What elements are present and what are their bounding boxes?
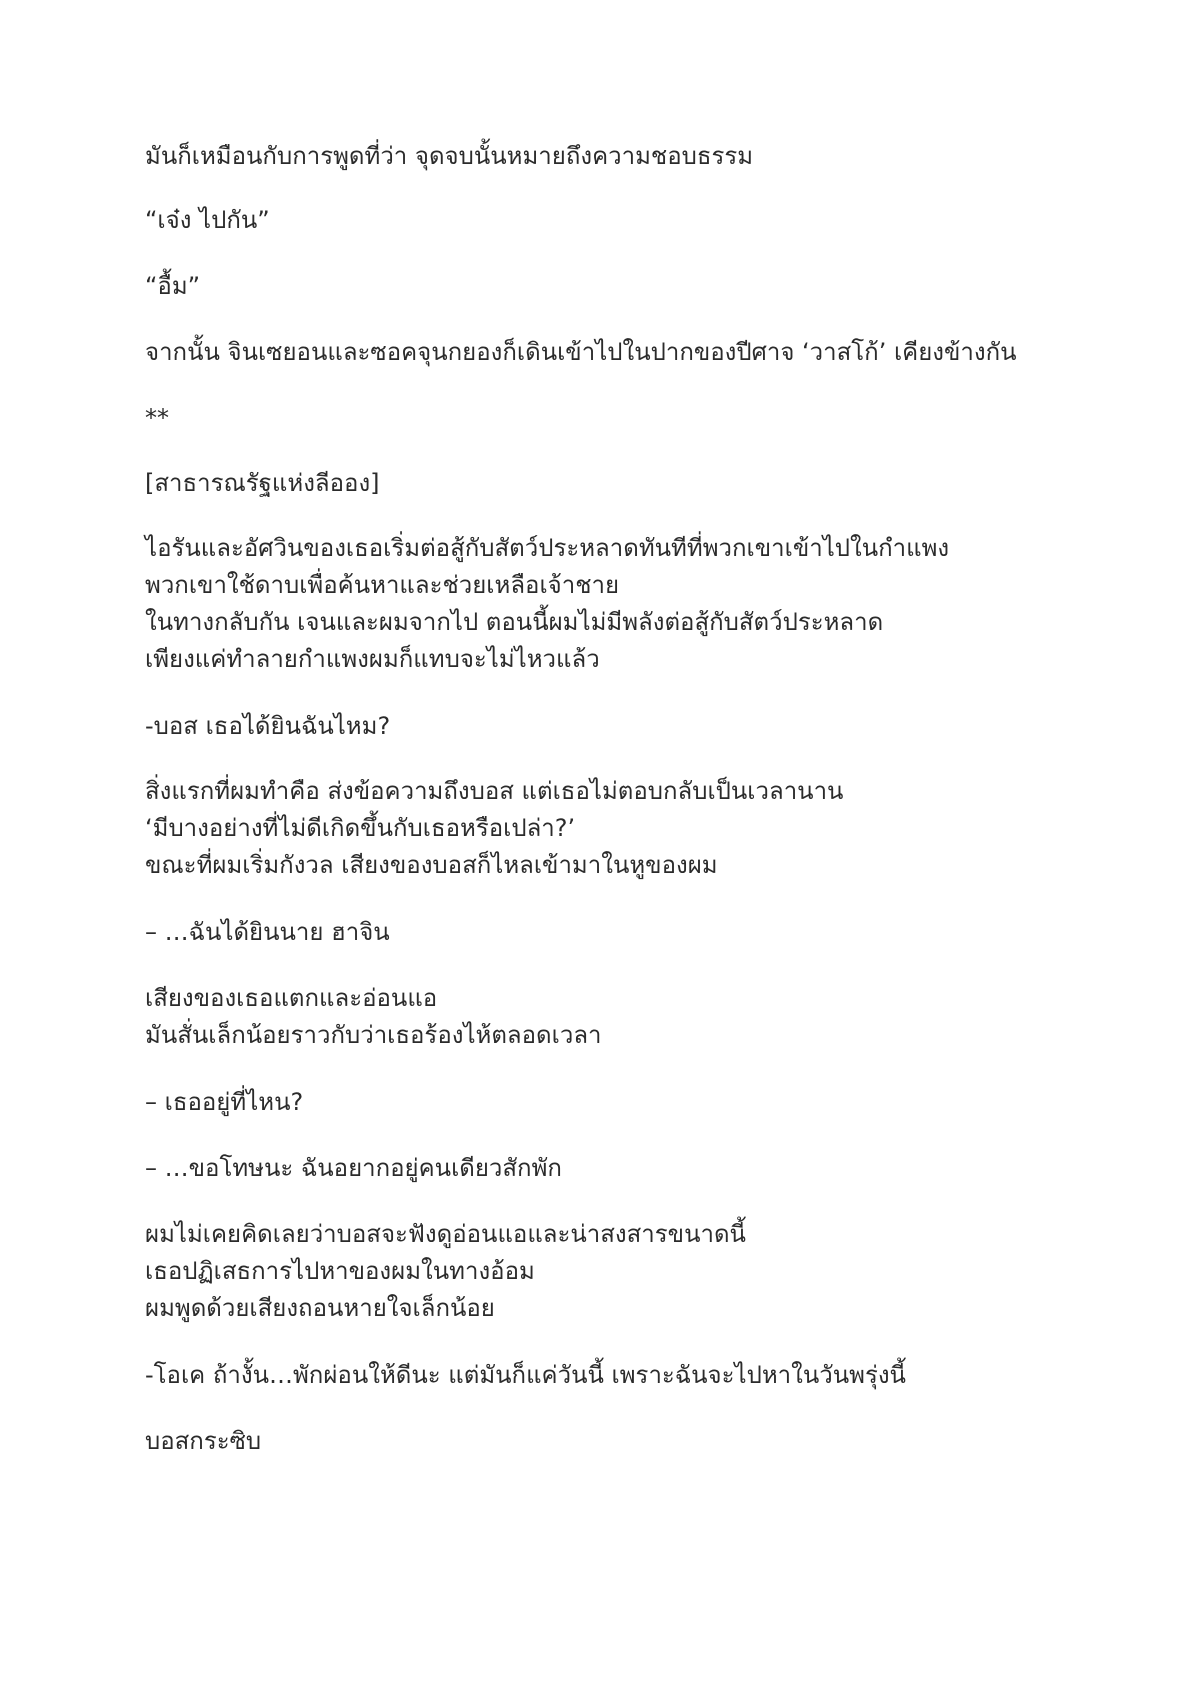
text-line: เสียงของเธอแตกและอ่อนแอ xyxy=(145,984,438,1012)
text-line: -บอส เธอได้ยินฉันไหม? xyxy=(145,712,391,740)
text-line: – …ขอโทษนะ ฉันอยากอยู่คนเดียวสักพัก xyxy=(145,1154,562,1182)
text-line: ขณะที่ผมเริ่มกังวล เสียงของบอสก็ไหลเข้ามาในหูของผม xyxy=(145,851,718,879)
text-line: ** xyxy=(145,404,169,432)
text-line: ‘มีบางอย่างที่ไม่ดีเกิดขึ้นกับเธอหรือเปล่า?’ xyxy=(145,814,576,842)
text-line: – เธออยู่ที่ไหน? xyxy=(145,1088,304,1116)
text-line: “อื้ม” xyxy=(145,272,201,300)
text-line: เพียงแค่ทำลายกำแพงผมก็แทบจะไม่ไหวแล้ว xyxy=(145,645,600,673)
text-line: เธอปฏิเสธการไปหาของผมในทางอ้อม xyxy=(145,1257,535,1285)
text-line: – …ฉันได้ยินนาย ฮาจิน xyxy=(145,918,390,946)
text-line: “เจ๋ง ไปกัน” xyxy=(145,206,270,234)
text-line: มันก็เหมือนกับการพูดที่ว่า จุดจบนั้นหมายถึงความชอบธรรม xyxy=(145,142,754,170)
text-line: สิ่งแรกที่ผมทำคือ ส่งข้อความถึงบอส แต่เธอไม่ตอบกลับเป็นเวลานาน xyxy=(145,777,844,805)
text-line: มันสั่นเล็กน้อยราวกับว่าเธอร้องไห้ตลอดเวลา xyxy=(145,1021,602,1049)
text-line: ไอรันและอัศวินของเธอเริ่มต่อสู้กับสัตว์ประหลาดทันทีที่พวกเขาเข้าไปในกำแพง xyxy=(145,534,950,562)
text-line: ผมไม่เคยคิดเลยว่าบอสจะฟังดูอ่อนแอและน่าสงสารขนาดนี้ xyxy=(145,1220,746,1248)
text-line: พวกเขาใช้ดาบเพื่อค้นหาและช่วยเหลือเจ้าชาย xyxy=(145,571,620,599)
text-line: ในทางกลับกัน เจนและผมจากไป ตอนนี้ผมไม่มีพลังต่อสู้กับสัตว์ประหลาด xyxy=(145,608,884,636)
text-line: [สาธารณรัฐแห่งลีออง] xyxy=(145,469,380,497)
text-line: จากนั้น จินเซยอนและซอคจุนกยองก็เดินเข้าไปในปากของปีศาจ ‘วาสโก้’ เคียงข้างกัน xyxy=(145,338,1017,366)
text-line: -โอเค ถ้างั้น…พักผ่อนให้ดีนะ แต่มันก็แค่วันนี้ เพราะฉันจะไปหาในวันพรุ่งนี้ xyxy=(145,1361,906,1389)
text-line: บอสกระซิบ xyxy=(145,1427,262,1455)
text-line: ผมพูดด้วยเสียงถอนหายใจเล็กน้อย xyxy=(145,1294,495,1322)
